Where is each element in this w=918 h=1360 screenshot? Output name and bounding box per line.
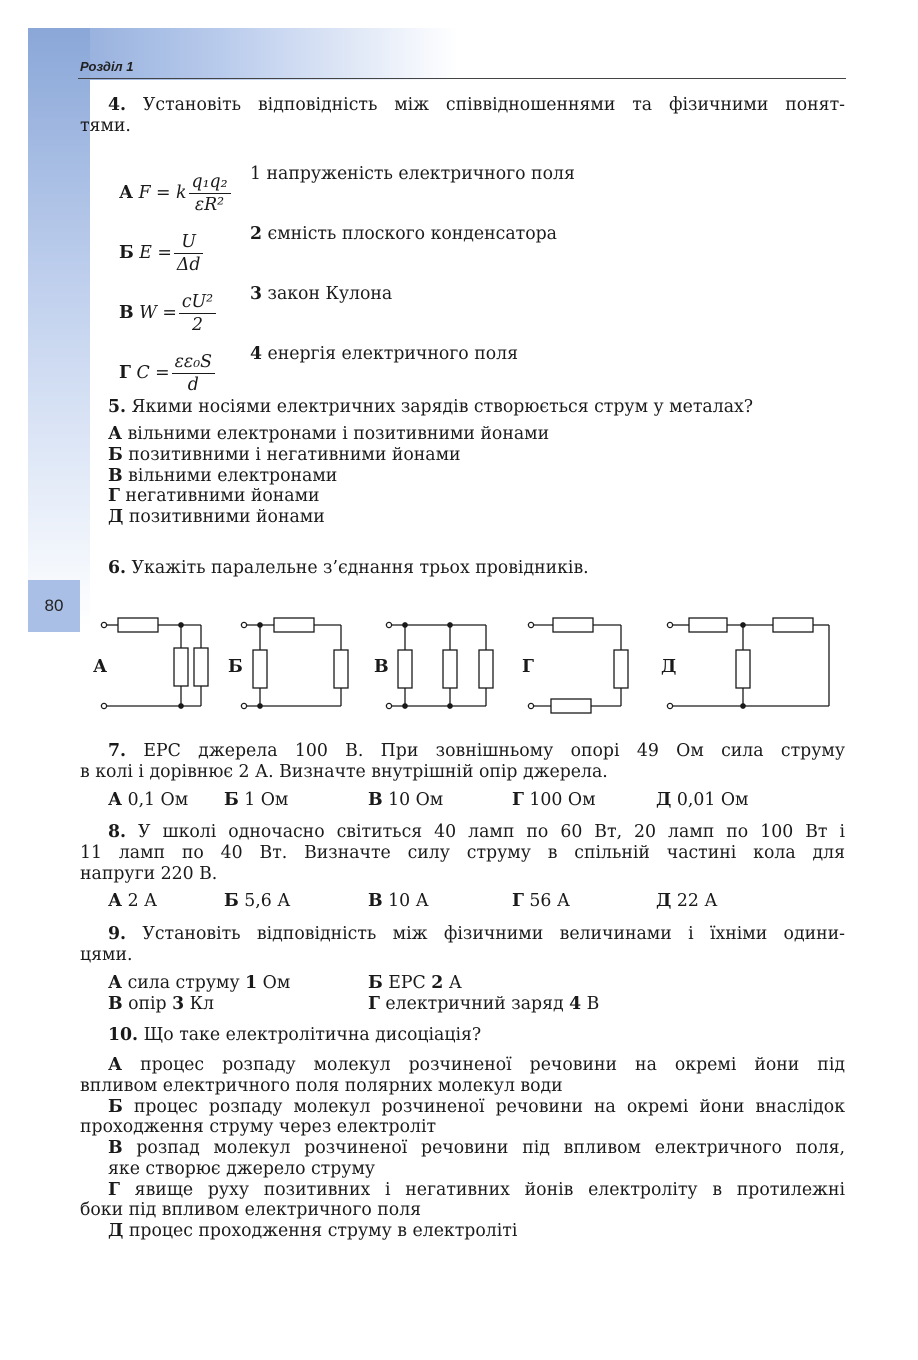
q9-text-line2: цями. [80,945,133,965]
q8-text-line3: напруги 220 В. [80,864,218,884]
q8-text-line1: 8. У школі одночасно світиться 40 ламп по 60 Вт, 20 ламп по 100 Вт і [108,822,845,842]
q4-answer-4: 4 енергія електричного поля [250,344,519,364]
q4-answer-1: 1 напруженість електричного поля [250,164,575,184]
q9-item-a: А сила струму 1 Ом [108,973,291,993]
circuit-label-d: Д [661,657,677,677]
q4-answer-3: 3 закон Кулона [250,284,393,304]
circuit-label-a: А [93,657,108,677]
q5-option-a: А вільними електронами і позитивними йонами [108,424,550,444]
q10-option-c-line1: В розпад молекул розчиненої речовини під впливом електричного поля, [108,1138,845,1158]
q10-option-b-line1: Б процес розпаду молекул розчиненої речовини на окремі йони внаслідок [108,1097,845,1117]
q4-text-line2: тями. [80,116,131,136]
q8-option-d: Г 56 А [512,891,571,911]
q10-option-e: Д процес проходження струму в електроліті [108,1221,518,1241]
q9-text-line1: 9. Установіть відповідність між фізичними величинами і їхніми одини- [108,924,845,944]
q7-option-d: Г 100 Ом [512,790,596,810]
q10-option-b-line2: проходження струму через електроліт [80,1117,437,1137]
q8-option-e: Д 22 А [656,891,718,911]
q4-formula-b: Б E = $\frac{U}{\Delta d}$ [108,211,205,276]
q5-option-c: В вільними електронами [108,466,338,486]
q5-question: 5. Якими носіями електричних зарядів створюється струм у металах? [108,397,754,417]
circuit-d [667,618,829,709]
q8-option-c: В 10 А [368,891,429,911]
q10-option-d-line2: боки під впливом електричного поля [80,1200,422,1220]
q9-item-d: Г електричний заряд 4 В [368,994,600,1014]
q7-option-c: В 10 Ом [368,790,444,810]
circuit-label-b: Б [228,657,243,677]
q7-text-line1: 7. ЕРС джерела 100 В. При зовнішньому опорі 49 Ом сила струму [108,741,845,761]
circuit-g [528,618,628,713]
q4-formula-a: А F = k $\frac{\text{q₁q₂}}{\text{εR²}}$ [108,151,233,216]
circuit-label-v: В [374,657,389,677]
q4-formula-d: Г C = $\frac{\text{εε₀S}}{d}$ [108,331,217,396]
q4-text-line1: 4. Установіть відповідність між співвідношеннями та фізичними понят- [108,95,845,115]
q10-option-a-line1: А процес розпаду молекул розчиненої речовини на окремі йони під [108,1055,845,1075]
q5-option-d: Г негативними йонами [108,486,320,506]
q10-option-c-line2: яке створює джерело струму [108,1159,376,1179]
q7-option-a: А 0,1 Ом [108,790,189,810]
page-number: 80 [28,580,80,632]
circuit-label-g: Г [522,657,534,677]
q9-item-c: В опір 3 Кл [108,994,214,1014]
q6-question: 6. Укажіть паралельне з’єднання трьох провідників. [108,558,589,578]
section-title: Розділ 1 [80,59,134,74]
q5-option-e: Д позитивними йонами [108,507,325,527]
q4-formula-c: В W = $\frac{\text{cU²}}{2}$ [108,271,218,336]
q9-item-b: Б ЕРС 2 А [368,973,462,993]
q7-text-line2: в колі і дорівнює 2 А. Визначте внутрішній опір джерела. [80,762,608,782]
circuit-v [386,622,493,708]
q8-text-line2: 11 ламп по 40 Вт. Визначте силу струму в спільній частині кола для [80,843,845,863]
q5-option-b: Б позитивними і негативними йонами [108,445,461,465]
q10-option-a-line2: впливом електричного поля полярних молекул води [80,1076,563,1096]
q8-option-a: А 2 А [108,891,158,911]
q7-option-b: Б 1 Ом [224,790,289,810]
circuit-a [101,618,208,709]
q4-answer-2: 2 ємність плоского конденсатора [250,224,557,244]
q8-option-b: Б 5,6 А [224,891,291,911]
q10-question: 10. Що таке електролітична дисоціація? [108,1025,482,1045]
q10-option-d-line1: Г явище руху позитивних і негативних йонів електроліту в протилежні [108,1180,845,1200]
circuit-b [241,618,348,709]
q7-option-e: Д 0,01 Ом [656,790,749,810]
